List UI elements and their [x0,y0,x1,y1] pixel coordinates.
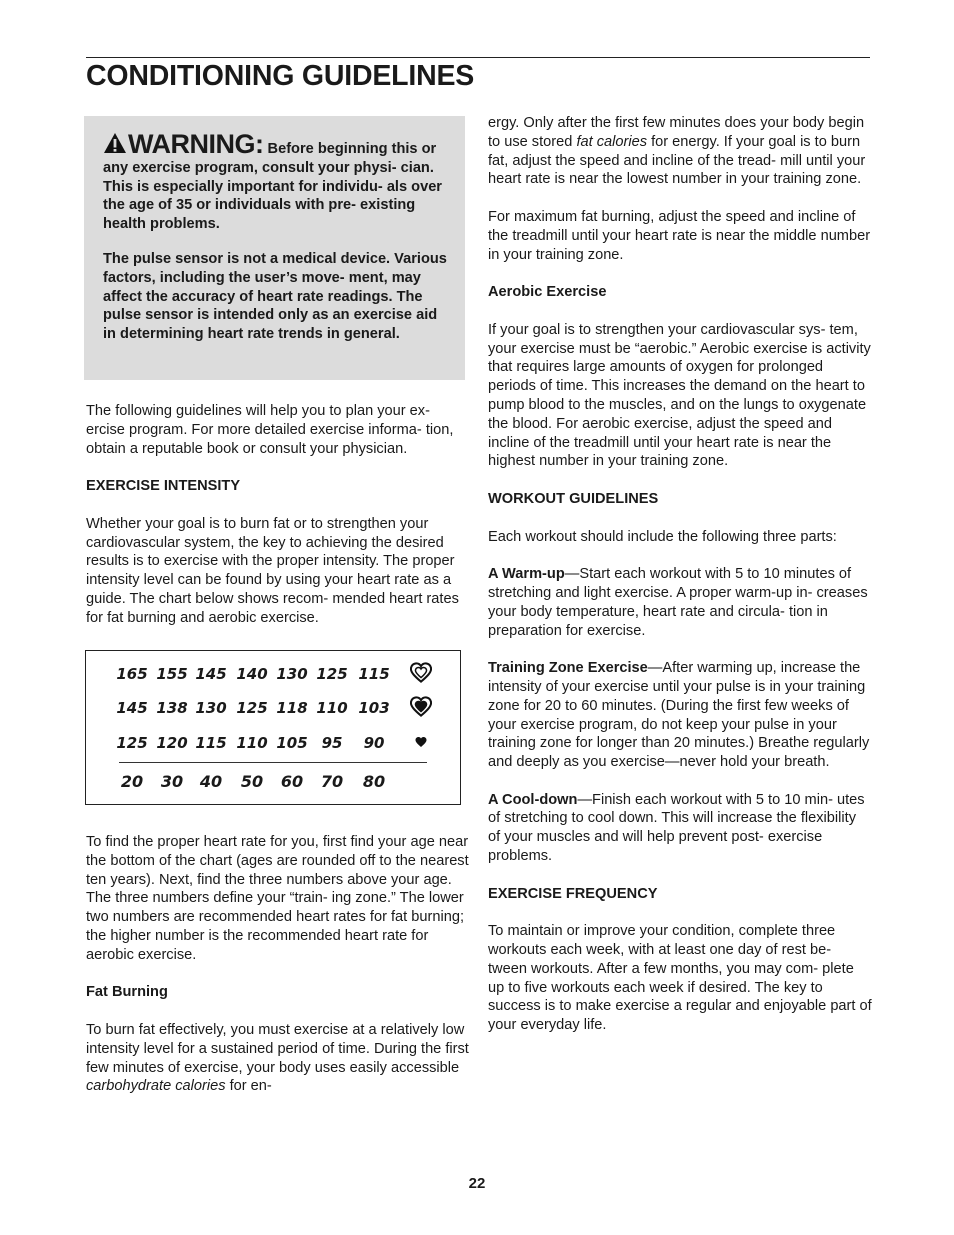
warning-text-1: Before beginning this or any exercise program, consult your physi- cian. This is especially important for individu- als over the age of 35 or individuals with pre- existing health problems. [103,141,442,233]
exercise-intensity-paragraph: Whether your goal is to burn fat or to strengthen your cardiovascular system, the key to achieving the desired results is to exercise with the proper intensity. The proper intensity level can be found by using your heart rate as a guide. The chart below shows recom- mended heart rates for fat burning and aerobic exercise. [86,515,459,626]
heart-rate-value: 120 [156,734,188,752]
heart-rate-value: 115 [358,665,390,683]
maximum-fat-burning-paragraph: For maximum fat burning, adjust the speed and incline of the treadmill until your heart rate is near the middle number in your training zone. [488,208,871,263]
heart-rate-value: 110 [236,734,268,752]
heart-rate-value: 140 [236,665,268,683]
age-value: 40 [199,772,223,791]
warning-box [84,116,465,380]
heart-rate-chart [85,650,461,805]
outline-heart-icon-graphic [410,696,432,718]
find-heart-rate-paragraph: To find the proper heart rate for you, first find your age near the bottom of the chart (ages are rounded off to the nearest ten years). Next, find the three numbers above your age. The three numbers define your “train- ing zone.” The lower two numbers are recommended heart rates for fat burning; the higher number is the recommended heart rate for aerobic exercise. [86,834,469,963]
warm-up-label: A Warm-up [488,566,565,583]
age-value: 30 [160,772,184,791]
age-value: 70 [320,772,344,791]
age-value: 80 [362,772,386,791]
fat-calories-paragraph [488,114,872,189]
heart-rate-value: 118 [276,699,308,717]
double-outline-heart-icon [410,662,432,689]
top-rule [86,57,870,58]
heart-rate-value: 165 [116,665,148,683]
continued-text-b: for energy. If your goal is to burn fat, adjust the speed and incline of the tread- mill until your heart rate is near the lowest number in your training zone. [488,133,866,188]
carbohydrate-calories-emphasis: carbohydrate calories [86,1078,226,1095]
training-zone-text: —After warming up, increase the intensity of your exercise until your pulse is in your training zone for 20 to 60 minutes. (During the first few weeks of your exercise program, do not keep your pulse in your training zone for longer than 20 minutes.) Breathe regularly and deeply as you exercise—never hold your breath. [488,660,870,771]
intro-paragraph: The following guidelines will help you to plan your ex- ercise program. For more detailed exercise informa- tion, obtain a reputable book or consult your physician. [86,403,454,457]
chart-age-divider [119,762,427,763]
fat-burning-text-b: for en- [229,1078,272,1095]
training-zone-label: Training Zone Exercise [488,660,648,677]
heart-rate-value: 125 [316,665,348,683]
continued-text-a: ergy. Only after the first few minutes does your body begin to use stored [488,115,865,150]
cool-down-paragraph [488,791,872,866]
heart-rate-value: 110 [316,699,348,717]
heart-rate-value: 115 [195,734,227,752]
warning-heading-text: WARNING: [128,129,264,159]
heart-rate-value: 105 [276,734,308,752]
after-chart-text [86,833,470,1115]
right-column [488,114,872,1054]
age-value: 20 [120,772,144,791]
warm-up-paragraph [488,565,872,640]
heart-rate-value: 130 [276,665,308,683]
heart-rate-value: 138 [156,699,188,717]
heart-rate-value: 95 [321,734,343,752]
warning-triangle-icon [103,132,127,155]
training-zone-paragraph [488,659,872,772]
aerobic-exercise-paragraph: If your goal is to strengthen your cardiovascular sys- tem, your exercise must be “aerobic.” Aerobic exercise is activity that requires large amounts of oxygen for prolonged periods of time. This increases the demand on the heart to pump blood to the muscles, and on the lungs to oxygenate the blood. For aerobic exercise, adjust the speed and incline of the treadmill until your heart rate is near the highest number in your training zone. [488,321,871,470]
heart-rate-value: 90 [363,734,385,752]
warning-content [103,129,449,344]
heart-rate-value: 145 [116,699,148,717]
fat-burning-paragraph [86,1021,470,1096]
heart-rate-value: 125 [236,699,268,717]
outline-heart-icon [410,696,432,723]
heart-rate-value: 145 [195,665,227,683]
cool-down-label: A Cool-down [488,791,578,808]
warning-text-2: The pulse sensor is not a medical device. Various factors, including the user’s move- ment, may affect the accuracy of heart rate readings. The pulse sensor is intended only as an exercise aid in determining heart rate trends in general. [103,250,447,343]
heart-rate-value: 130 [195,699,227,717]
fat-burning-heading: Fat Burning [86,984,168,1001]
exercise-frequency-paragraph: To maintain or improve your condition, complete three workouts each week, with at least one day of rest be- tween workouts. After a few months, you may com- plete up to five workouts each week if desired. The key to success is to make exercise a regular and enjoyable part of your everyday life. [488,923,872,1034]
fat-burning-text-a: To burn fat effectively, you must exercise at a relatively low intensity level for a sustained period of time. During the first few minutes of exercise, your body uses easily accessible [86,1021,469,1076]
heart-rate-value: 125 [116,734,148,752]
warning-heading [103,129,263,159]
age-value: 50 [240,772,264,791]
heart-rate-value: 155 [156,665,188,683]
workout-guidelines-heading: WORKOUT GUIDELINES [488,490,659,507]
fat-calories-emphasis: fat calories [576,133,648,150]
cool-down-text: —Finish each workout with 5 to 10 min- utes of stretching to cool down. This will increase the flexibility of your muscles and will help prevent post- exercise problems. [488,791,865,865]
age-value: 60 [280,772,304,791]
exercise-frequency-heading: EXERCISE FREQUENCY [488,885,658,902]
solid-heart-icon [415,735,427,753]
aerobic-exercise-heading: Aerobic Exercise [488,284,607,301]
warning-paragraph-1 [103,129,449,234]
solid-heart-icon-graphic [415,736,427,748]
page-number: 22 [468,1175,486,1192]
workout-intro-paragraph: Each workout should include the following three parts: [488,528,837,545]
heart-rate-value: 103 [358,699,390,717]
warm-up-text: —Start each workout with 5 to 10 minutes of stretching and light exercise. A proper warm-up in- creases your body temperature, heart rate and circula- tion in preparation for exercise. [488,566,868,639]
exercise-intensity-heading: EXERCISE INTENSITY [86,478,241,495]
page-title: CONDITIONING GUIDELINES [86,60,475,92]
double-outline-heart-icon-graphic [410,662,432,684]
